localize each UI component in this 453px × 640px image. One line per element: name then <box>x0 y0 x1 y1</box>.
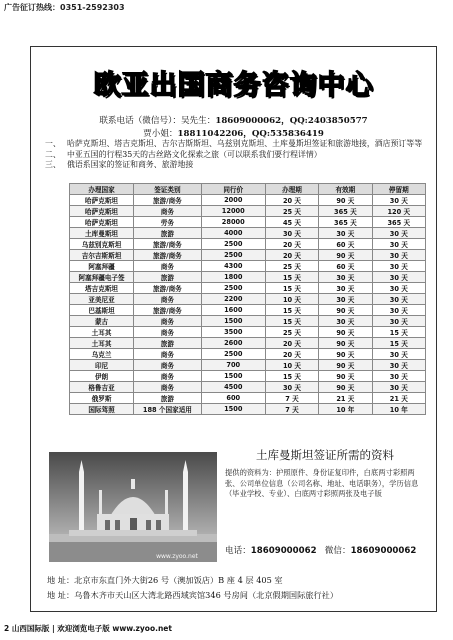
header-processing: 办理期 <box>265 184 318 195</box>
cell-processing: 30 天 <box>265 382 318 393</box>
mosque-illustration <box>49 452 217 562</box>
cell-stay: 30 天 <box>372 195 425 206</box>
cell-validity: 60 天 <box>319 239 372 250</box>
cell-validity: 365 天 <box>319 217 372 228</box>
service-text: 中亚五国的行程35天的古丝路文化探索之旅（可以联系我们要行程详情） <box>67 149 322 159</box>
cell-validity: 30 天 <box>319 294 372 305</box>
service-item <box>45 150 426 161</box>
cell-validity: 90 天 <box>319 338 372 349</box>
cell-processing: 15 天 <box>265 371 318 382</box>
service-text: 俄语系国家的签证和商务、旅游地接 <box>67 160 194 169</box>
service-number: 三、 <box>45 160 61 169</box>
table-row <box>70 371 426 382</box>
cell-processing: 20 天 <box>265 195 318 206</box>
cell-visa-type: 商务 <box>134 316 202 327</box>
cell-stay: 30 天 <box>372 272 425 283</box>
table-row <box>70 206 426 217</box>
cell-price: 2000 <box>201 195 265 206</box>
documents-contact <box>225 544 416 556</box>
cell-price: 1600 <box>201 305 265 316</box>
table-row <box>70 272 426 283</box>
cell-stay: 30 天 <box>372 349 425 360</box>
cell-validity: 10 年 <box>319 404 372 415</box>
cell-price: 2200 <box>201 294 265 305</box>
table-row <box>70 283 426 294</box>
cell-validity: 30 天 <box>319 272 372 283</box>
table-row <box>70 217 426 228</box>
cell-country: 印尼 <box>70 360 134 371</box>
cell-price: 1800 <box>201 272 265 283</box>
advertisement-frame <box>30 46 437 612</box>
page-title: 欧亚出国商务咨询中心 <box>93 70 374 101</box>
cell-country: 亚美尼亚 <box>70 294 134 305</box>
cell-country: 阿塞拜疆 <box>70 261 134 272</box>
cell-stay: 30 天 <box>372 305 425 316</box>
cell-visa-type: 商务 <box>134 382 202 393</box>
cell-visa-type: 旅游 <box>134 393 202 404</box>
header-visa-type: 签证类别 <box>134 184 202 195</box>
cell-price: 600 <box>201 393 265 404</box>
cell-visa-type: 旅游/商务 <box>134 195 202 206</box>
cell-country: 哈萨克斯坦 <box>70 195 134 206</box>
table-row <box>70 195 426 206</box>
cell-price: 12000 <box>201 206 265 217</box>
cell-price: 4000 <box>201 228 265 239</box>
header-country: 办理国家 <box>70 184 134 195</box>
cell-price: 4300 <box>201 261 265 272</box>
cell-stay: 21 天 <box>372 393 425 404</box>
cell-validity: 60 天 <box>319 261 372 272</box>
cell-country: 国际驾照 <box>70 404 134 415</box>
cell-validity: 90 天 <box>319 195 372 206</box>
table-body <box>70 195 426 415</box>
cell-visa-type: 商务 <box>134 327 202 338</box>
cell-processing: 10 天 <box>265 360 318 371</box>
cell-country: 蒙古 <box>70 316 134 327</box>
cell-visa-type: 商务 <box>134 261 202 272</box>
cell-processing: 30 天 <box>265 228 318 239</box>
cell-country: 土耳其 <box>70 327 134 338</box>
cell-processing: 15 天 <box>265 305 318 316</box>
cell-stay: 30 天 <box>372 228 425 239</box>
cell-visa-type: 商务 <box>134 349 202 360</box>
table-row <box>70 327 426 338</box>
cell-stay: 30 天 <box>372 294 425 305</box>
service-number: 二、 <box>45 149 61 159</box>
cell-stay: 365 天 <box>372 217 425 228</box>
cell-price: 1500 <box>201 404 265 415</box>
cell-validity: 30 天 <box>319 283 372 294</box>
cell-price: 1500 <box>201 316 265 327</box>
cell-country: 哈萨克斯坦 <box>70 217 134 228</box>
cell-stay: 30 天 <box>372 316 425 327</box>
cell-country: 格鲁吉亚 <box>70 382 134 393</box>
cell-validity: 90 天 <box>319 371 372 382</box>
contact-2-prefix: 贾小姐： <box>143 129 178 139</box>
contact-1-numbers: 18609000062，QQ:2403850577 <box>215 116 368 126</box>
cell-country: 乌兹别克斯坦 <box>70 239 134 250</box>
service-list <box>45 139 426 171</box>
cell-processing: 20 天 <box>265 239 318 250</box>
cell-visa-type: 旅游/商务 <box>134 283 202 294</box>
table-row <box>70 316 426 327</box>
cell-stay: 30 天 <box>372 283 425 294</box>
cell-country: 巴基斯坦 <box>70 305 134 316</box>
visa-price-table <box>69 183 426 415</box>
cell-country: 吉尔吉斯斯坦 <box>70 250 134 261</box>
page-footer: 2 山西国际版 | 欢迎浏览电子版 www.zyoo.net <box>4 624 172 633</box>
cell-validity: 90 天 <box>319 382 372 393</box>
cell-country: 土耳其 <box>70 338 134 349</box>
cell-validity: 90 天 <box>319 360 372 371</box>
documents-description: 提供的资料为：护照原件、身份证复印件，白底两寸彩照两张、公司单位信息（公司名称、地址、电话职务），学历信息（毕业学校、专业）、白底两寸彩照两张及电子版 <box>225 468 419 498</box>
cell-visa-type: 商务 <box>134 294 202 305</box>
cell-visa-type: 188 个国家适用 <box>134 404 202 415</box>
cell-price: 2500 <box>201 349 265 360</box>
table-row <box>70 228 426 239</box>
table-row <box>70 294 426 305</box>
cell-processing: 20 天 <box>265 338 318 349</box>
cell-price: 2600 <box>201 338 265 349</box>
table-row <box>70 349 426 360</box>
table-row <box>70 250 426 261</box>
cell-visa-type: 旅游/商务 <box>134 239 202 250</box>
table-row <box>70 404 426 415</box>
service-item <box>45 139 426 150</box>
cell-processing: 25 天 <box>265 261 318 272</box>
cell-country: 乌克兰 <box>70 349 134 360</box>
cell-country: 阿塞拜疆电子签 <box>70 272 134 283</box>
cell-stay: 30 天 <box>372 261 425 272</box>
cell-processing: 20 天 <box>265 349 318 360</box>
service-text: 哈萨克斯坦、塔吉克斯坦、吉尔吉斯斯坦、乌兹别克斯坦、土库曼斯坦签证和旅游地接，酒店预订等等 <box>67 139 423 148</box>
cell-price: 700 <box>201 360 265 371</box>
cell-stay: 30 天 <box>372 371 425 382</box>
header-stay: 停留期 <box>372 184 425 195</box>
cell-processing: 7 天 <box>265 393 318 404</box>
table-row <box>70 338 426 349</box>
cell-country: 哈萨克斯坦 <box>70 206 134 217</box>
cell-stay: 30 天 <box>372 250 425 261</box>
cell-price: 2500 <box>201 239 265 250</box>
cell-visa-type: 旅游 <box>134 228 202 239</box>
cell-country: 伊朗 <box>70 371 134 382</box>
cell-stay: 30 天 <box>372 382 425 393</box>
cell-visa-type: 旅游/商务 <box>134 250 202 261</box>
cell-price: 2500 <box>201 283 265 294</box>
cell-stay: 30 天 <box>372 239 425 250</box>
cell-visa-type: 旅游 <box>134 272 202 283</box>
table-row <box>70 382 426 393</box>
contact-line-2 <box>31 127 436 139</box>
cell-stay: 15 天 <box>372 338 425 349</box>
cell-processing: 25 天 <box>265 327 318 338</box>
cell-country: 塔吉克斯坦 <box>70 283 134 294</box>
header-validity: 有效期 <box>319 184 372 195</box>
cell-validity: 90 天 <box>319 250 372 261</box>
cell-validity: 30 天 <box>319 228 372 239</box>
cell-stay: 10 年 <box>372 404 425 415</box>
mosque-photo <box>49 452 217 562</box>
table-header-row <box>70 184 426 195</box>
cell-visa-type: 商务 <box>134 371 202 382</box>
cell-price: 4500 <box>201 382 265 393</box>
cell-processing: 10 天 <box>265 294 318 305</box>
documents-title: 土库曼斯坦签证所需的资料 <box>256 448 394 462</box>
cell-visa-type: 商务 <box>134 360 202 371</box>
cell-country: 俄罗斯 <box>70 393 134 404</box>
cell-visa-type: 旅游/商务 <box>134 305 202 316</box>
cell-price: 28000 <box>201 217 265 228</box>
watermark-text: www.zyoo.net <box>156 553 198 560</box>
table-row <box>70 261 426 272</box>
cell-validity: 90 天 <box>319 305 372 316</box>
service-number: 一、 <box>45 139 61 148</box>
contact-1-prefix: 联系电话（微信号）：吴先生： <box>99 116 216 126</box>
phone-label: 电话： <box>225 546 251 556</box>
wechat-label: 微信： <box>324 546 351 556</box>
cell-price: 2500 <box>201 250 265 261</box>
cell-validity: 30 天 <box>319 316 372 327</box>
service-item <box>45 160 426 171</box>
cell-price: 3500 <box>201 327 265 338</box>
cell-country: 土库曼斯坦 <box>70 228 134 239</box>
table-row <box>70 305 426 316</box>
wechat-id: 18609000062 <box>350 546 417 556</box>
cell-validity: 90 天 <box>319 349 372 360</box>
cell-processing: 7 天 <box>265 404 318 415</box>
table-row <box>70 239 426 250</box>
cell-processing: 15 天 <box>265 283 318 294</box>
cell-processing: 15 天 <box>265 316 318 327</box>
cell-price: 1500 <box>201 371 265 382</box>
address-urumqi: 地 址：乌鲁木齐市天山区大湾北路西域宾馆346 号房间（北京假期国际旅行社） <box>47 590 339 600</box>
ad-hotline: 广告征订热线：0351-2592303 <box>4 3 125 12</box>
contact-line-1 <box>31 114 436 126</box>
cell-processing: 45 天 <box>265 217 318 228</box>
table-row <box>70 393 426 404</box>
cell-validity: 21 天 <box>319 393 372 404</box>
cell-processing: 25 天 <box>265 206 318 217</box>
cell-visa-type: 劳务 <box>134 217 202 228</box>
cell-stay: 15 天 <box>372 327 425 338</box>
contact-2-numbers: 18811042206，QQ:535836419 <box>177 129 324 139</box>
cell-processing: 15 天 <box>265 272 318 283</box>
address-beijing: 地 址：北京市东直门外大街26 号（澳加饭店）B 座 4 层 405 室 <box>47 575 283 585</box>
cell-stay: 120 天 <box>372 206 425 217</box>
cell-visa-type: 商务 <box>134 206 202 217</box>
cell-visa-type: 旅游 <box>134 338 202 349</box>
table-row <box>70 360 426 371</box>
cell-validity: 365 天 <box>319 206 372 217</box>
cell-processing: 20 天 <box>265 250 318 261</box>
phone-number: 18609000062 <box>250 546 317 556</box>
cell-stay: 30 天 <box>372 360 425 371</box>
header-price: 同行价 <box>201 184 265 195</box>
cell-validity: 90 天 <box>319 327 372 338</box>
